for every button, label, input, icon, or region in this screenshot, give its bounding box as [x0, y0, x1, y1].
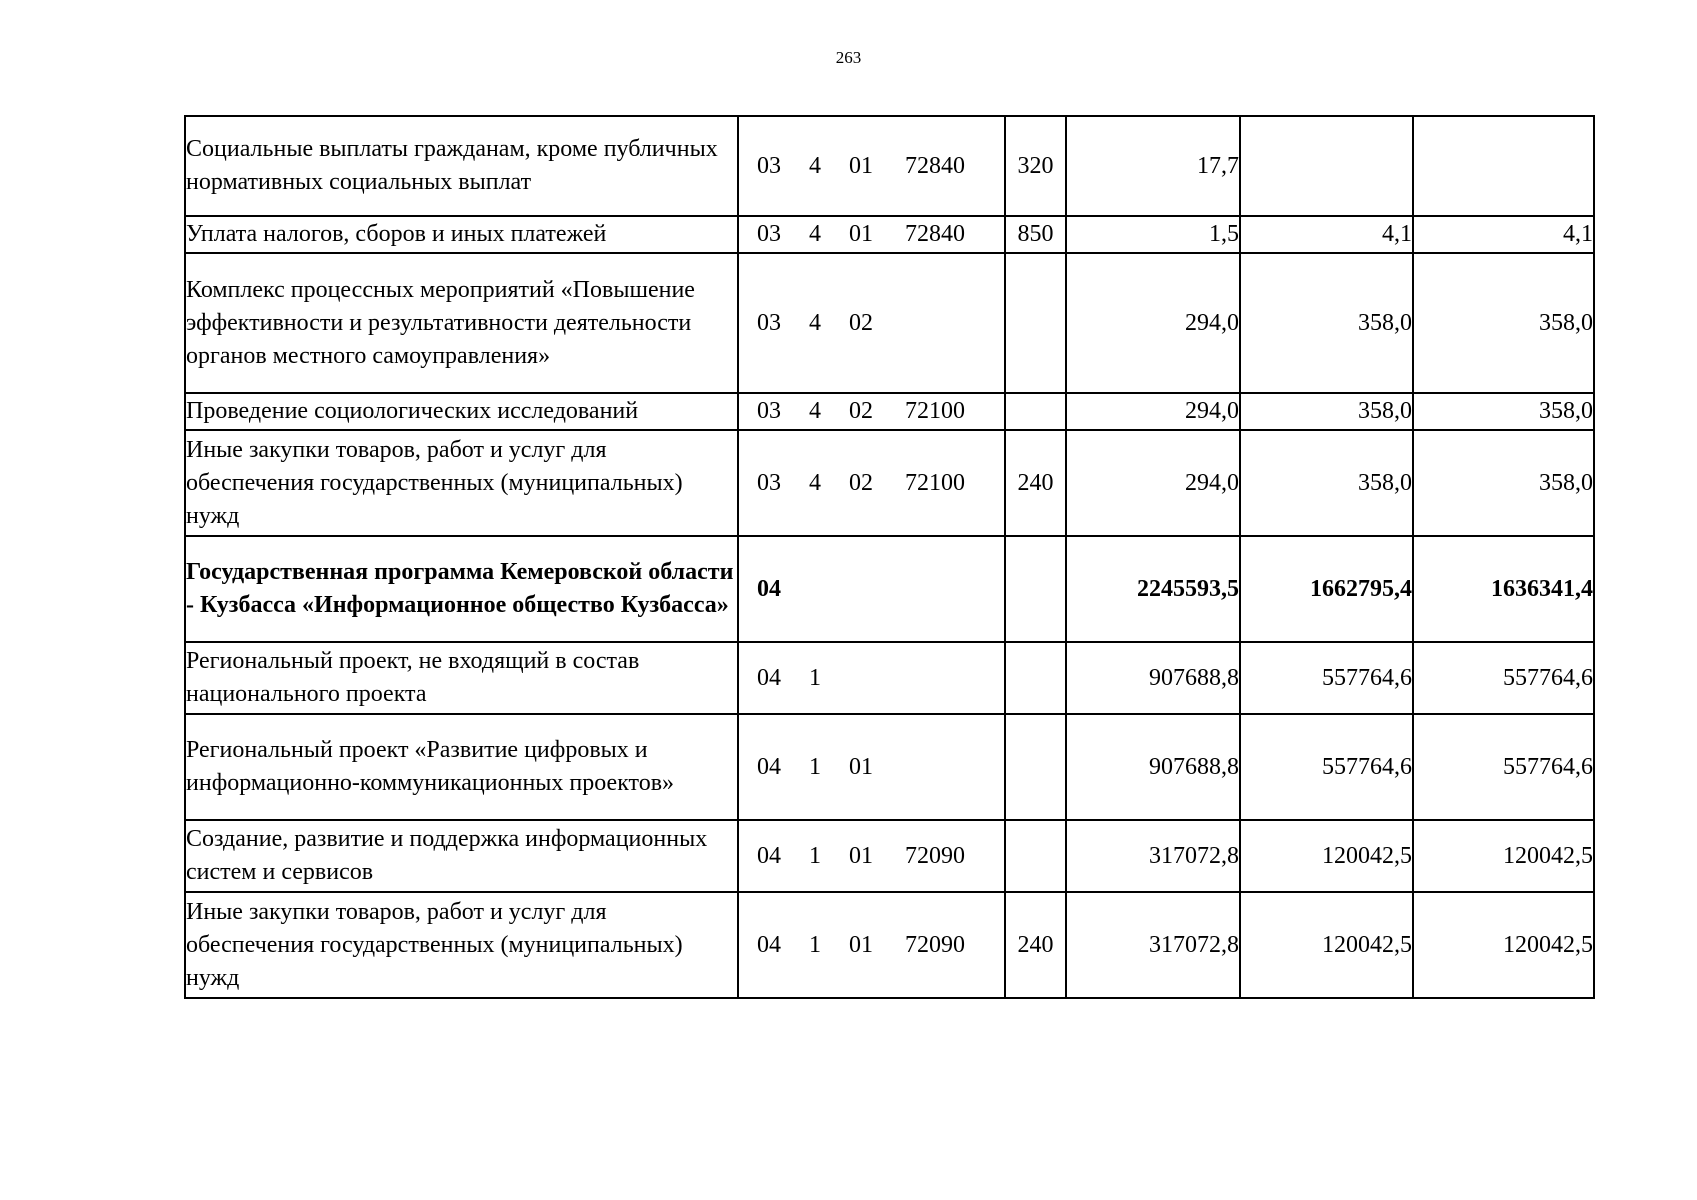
code-program: 1	[809, 842, 821, 869]
code-section: 04	[757, 931, 781, 958]
value-year-1: 294,0	[1066, 393, 1240, 430]
code-section: 03	[757, 221, 781, 247]
value-year-2: 120042,5	[1240, 892, 1413, 998]
expense-type-code	[1005, 820, 1066, 892]
budget-table	[184, 115, 1595, 999]
value-year-2: 557764,6	[1240, 714, 1413, 820]
code-direction: 72840	[905, 152, 965, 179]
row-codes	[738, 253, 1005, 393]
row-codes	[738, 892, 1005, 998]
row-name: Иные закупки товаров, работ и услуг для обеспечения государственных (муниципальных) нужд	[185, 892, 738, 998]
table-row	[185, 430, 1594, 536]
value-year-2: 358,0	[1240, 430, 1413, 536]
code-program: 4	[809, 309, 821, 336]
code-subprogram: 01	[849, 842, 873, 869]
code-section: 04	[757, 664, 781, 691]
value-year-1: 17,7	[1066, 116, 1240, 216]
code-direction: 72090	[905, 842, 965, 869]
table-row	[185, 216, 1594, 253]
value-year-3: 4,1	[1413, 216, 1594, 253]
value-year-2: 557764,6	[1240, 642, 1413, 714]
expense-type-code: 240	[1005, 430, 1066, 536]
row-name: Создание, развитие и поддержка информационных систем и сервисов	[185, 820, 738, 892]
code-program: 4	[809, 221, 821, 247]
code-direction: 72100	[905, 398, 965, 424]
value-year-2	[1240, 116, 1413, 216]
expense-type-code: 850	[1005, 216, 1066, 253]
row-name: Социальные выплаты гражданам, кроме публичных нормативных социальных выплат	[185, 116, 738, 216]
value-year-3: 358,0	[1413, 430, 1594, 536]
row-codes	[738, 393, 1005, 430]
row-name: Проведение социологических исследований	[185, 393, 738, 430]
expense-type-code: 240	[1005, 892, 1066, 998]
value-year-3: 358,0	[1413, 393, 1594, 430]
budget-table-body	[185, 116, 1594, 998]
value-year-3: 120042,5	[1413, 892, 1594, 998]
expense-type-code	[1005, 536, 1066, 642]
value-year-2: 358,0	[1240, 393, 1413, 430]
code-program: 1	[809, 753, 821, 780]
expense-type-code	[1005, 642, 1066, 714]
value-year-2: 4,1	[1240, 216, 1413, 253]
row-codes	[738, 216, 1005, 253]
value-year-1: 907688,8	[1066, 714, 1240, 820]
expense-type-code	[1005, 714, 1066, 820]
value-year-3	[1413, 116, 1594, 216]
value-year-1: 907688,8	[1066, 642, 1240, 714]
value-year-3: 1636341,4	[1413, 536, 1594, 642]
code-section: 03	[757, 309, 781, 336]
value-year-2: 120042,5	[1240, 820, 1413, 892]
table-row	[185, 536, 1594, 642]
row-codes	[738, 642, 1005, 714]
value-year-2: 358,0	[1240, 253, 1413, 393]
value-year-1: 294,0	[1066, 253, 1240, 393]
table-row	[185, 253, 1594, 393]
table-row	[185, 393, 1594, 430]
table-row	[185, 714, 1594, 820]
code-subprogram: 01	[849, 931, 873, 958]
code-program: 1	[809, 931, 821, 958]
row-codes	[738, 820, 1005, 892]
row-name: Государственная программа Кемеровской области - Кузбасса «Информационное общество Кузбасса»	[185, 536, 738, 642]
table-row	[185, 892, 1594, 998]
value-year-3: 120042,5	[1413, 820, 1594, 892]
code-section: 04	[757, 842, 781, 869]
row-codes	[738, 430, 1005, 536]
row-name: Уплата налогов, сборов и иных платежей	[185, 216, 738, 253]
value-year-1: 2245593,5	[1066, 536, 1240, 642]
code-program: 4	[809, 398, 821, 424]
row-name: Региональный проект «Развитие цифровых и информационно-коммуникационных проектов»	[185, 714, 738, 820]
code-program: 4	[809, 469, 821, 496]
value-year-3: 557764,6	[1413, 642, 1594, 714]
table-row	[185, 116, 1594, 216]
row-name: Иные закупки товаров, работ и услуг для обеспечения государственных (муниципальных) нужд	[185, 430, 738, 536]
row-codes	[738, 536, 1005, 642]
page-number: 263	[835, 48, 862, 67]
code-subprogram: 02	[849, 309, 873, 336]
code-section: 03	[757, 469, 781, 496]
value-year-1: 317072,8	[1066, 820, 1240, 892]
row-name: Региональный проект, не входящий в состав национального проекта	[185, 642, 738, 714]
table-row	[185, 642, 1594, 714]
code-subprogram: 02	[849, 469, 873, 496]
row-codes	[738, 116, 1005, 216]
expense-type-code	[1005, 253, 1066, 393]
row-codes	[738, 714, 1005, 820]
code-section: 03	[757, 152, 781, 179]
table-row	[185, 820, 1594, 892]
code-program: 1	[809, 664, 821, 691]
code-subprogram: 02	[849, 398, 873, 424]
expense-type-code	[1005, 393, 1066, 430]
code-subprogram: 01	[849, 753, 873, 780]
value-year-3: 557764,6	[1413, 714, 1594, 820]
value-year-2: 1662795,4	[1240, 536, 1413, 642]
code-subprogram: 01	[849, 152, 873, 179]
value-year-1: 294,0	[1066, 430, 1240, 536]
code-subprogram: 01	[849, 221, 873, 247]
code-section: 04	[757, 575, 781, 602]
value-year-3: 358,0	[1413, 253, 1594, 393]
code-section: 03	[757, 398, 781, 424]
code-section: 04	[757, 753, 781, 780]
code-direction: 72090	[905, 931, 965, 958]
code-direction: 72840	[905, 221, 965, 247]
expense-type-code: 320	[1005, 116, 1066, 216]
value-year-1: 317072,8	[1066, 892, 1240, 998]
code-program: 4	[809, 152, 821, 179]
value-year-1: 1,5	[1066, 216, 1240, 253]
code-direction: 72100	[905, 469, 965, 496]
row-name: Комплекс процессных мероприятий «Повышение эффективности и результативности деятельности органов местного самоуправления»	[185, 253, 738, 393]
